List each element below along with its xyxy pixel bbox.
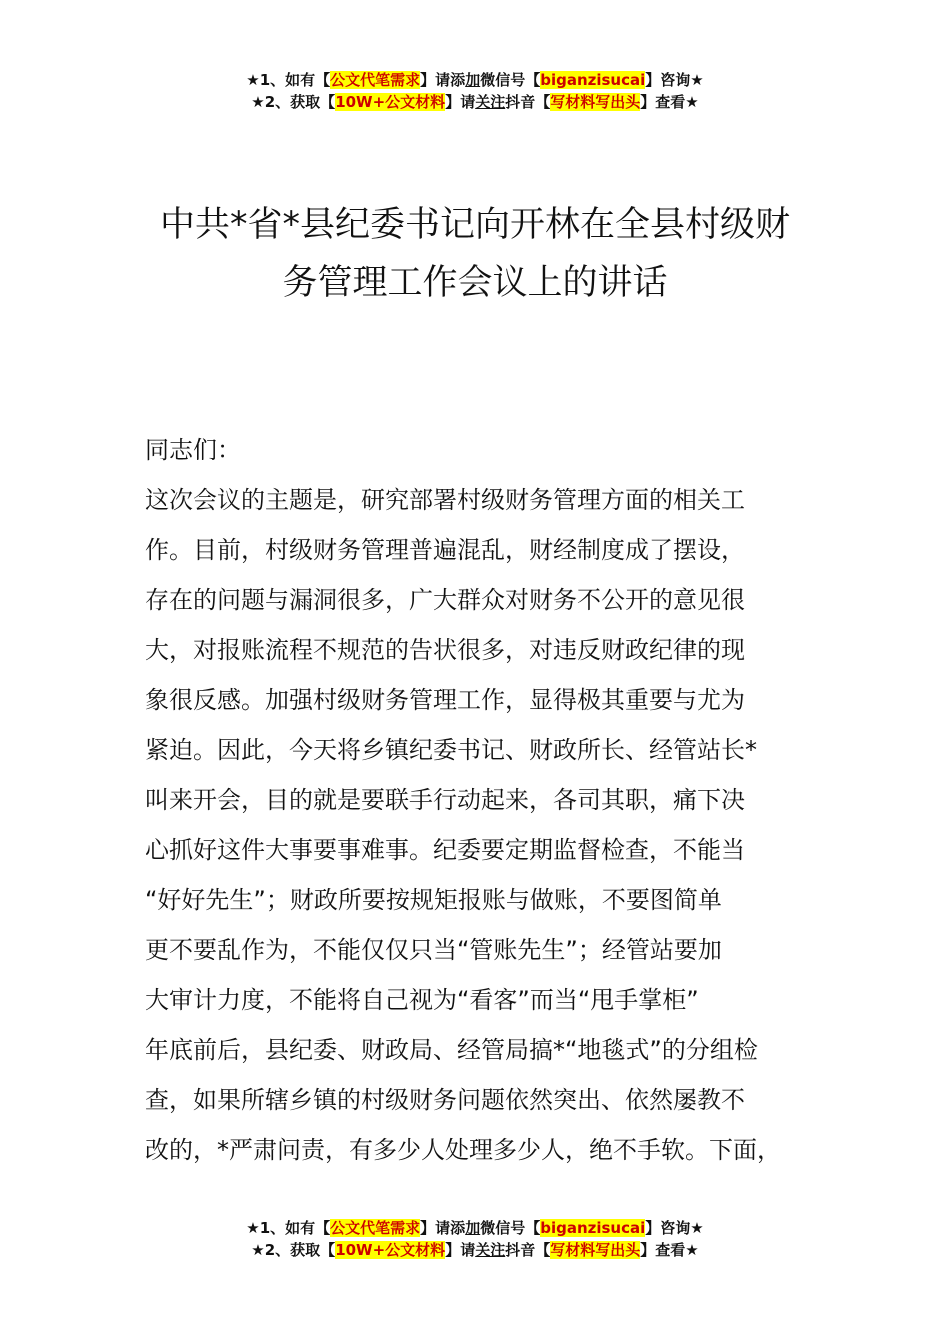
body-line: 改的，*严肃问责，有多少人处理多少人，绝不手软。下面， (145, 1136, 781, 1164)
body-line: 这次会议的主题是，研究部署村级财务管理方面的相关工 (145, 486, 745, 514)
banner-text: 】请 (445, 1241, 476, 1259)
body-line: 查，如果所辖乡镇的村级财务问题依然突出、依然屡教不 (145, 1086, 745, 1114)
body-line: 紧迫。因此，今天将乡镇纪委书记、财政所长、经管站长* (145, 736, 757, 764)
banner-text: 抖音【 (505, 93, 551, 111)
title-line-2: 务管理工作会议上的讲话 (282, 263, 668, 303)
salutation: 同志们： (145, 436, 241, 464)
banner-text: 】请添 (420, 71, 466, 89)
body-line: 象很反感。加强村级财务管理工作，显得极其重要与尤为 (145, 686, 745, 714)
banner-text: ★2、获取【 (251, 1241, 336, 1259)
banner-text: 微信号【 (480, 1219, 541, 1237)
body-line: 大审计力度，不能将自己视为“看客”而当“甩手掌柜” (145, 986, 699, 1014)
banner-highlight: 公文代笔需求 (330, 1219, 421, 1237)
banner-text: 】咨询★ (645, 71, 704, 89)
banner-text: ★2、获取【 (251, 93, 336, 111)
title-line-1: 中共*省*县纪委书记向开林在全县村级财 (159, 205, 790, 245)
banner-text: 微信号【 (480, 71, 541, 89)
banner-line-2 (0, 1239, 950, 1261)
banner-text: ★1、如有【 (246, 1219, 331, 1237)
banner-douyin-name: 写材料写出头 (550, 1241, 641, 1259)
body-line: “好好先生”；财政所要按规矩报账与做账，不要图简单 (145, 886, 722, 914)
document-title (0, 196, 950, 312)
banner-highlight: 公文代笔需求 (330, 71, 421, 89)
banner-text: 抖音【 (505, 1241, 551, 1259)
banner-text: 】请添 (420, 1219, 466, 1237)
top-banner (0, 69, 950, 113)
banner-underline: 加 (465, 71, 481, 89)
banner-underline: 关注 (475, 1241, 506, 1259)
document-body (145, 425, 813, 1175)
banner-highlight: 10W+公文材料 (335, 93, 446, 111)
body-line: 更不要乱作为，不能仅仅只当“管账先生”；经管站要加 (145, 936, 722, 964)
banner-wechat-id: biganzisucai (540, 71, 646, 89)
banner-wechat-id: biganzisucai (540, 1219, 646, 1237)
banner-line-1 (0, 1217, 950, 1239)
banner-douyin-name: 写材料写出头 (550, 93, 641, 111)
banner-text: 】咨询★ (645, 1219, 704, 1237)
banner-underline: 加 (465, 1219, 481, 1237)
body-line: 年底前后，县纪委、财政局、经管局搞*“地毯式”的分组检 (145, 1036, 758, 1064)
banner-highlight: 10W+公文材料 (335, 1241, 446, 1259)
body-line: 大，对报账流程不规范的告状很多，对违反财政纪律的现 (145, 636, 745, 664)
body-line: 作。目前，村级财务管理普遍混乱，财经制度成了摆设， (145, 536, 745, 564)
body-line: 心抓好这件大事要事难事。纪委要定期监督检查，不能当 (145, 836, 745, 864)
banner-underline: 关注 (475, 93, 506, 111)
banner-line-1 (0, 69, 950, 91)
banner-text: ★1、如有【 (246, 71, 331, 89)
banner-text: 】查看★ (640, 1241, 699, 1259)
banner-line-2 (0, 91, 950, 113)
bottom-banner (0, 1217, 950, 1261)
banner-text: 】请 (445, 93, 476, 111)
body-line: 叫来开会，目的就是要联手行动起来，各司其职，痛下决 (145, 786, 745, 814)
body-line: 存在的问题与漏洞很多，广大群众对财务不公开的意见很 (145, 586, 745, 614)
banner-text: 】查看★ (640, 93, 699, 111)
